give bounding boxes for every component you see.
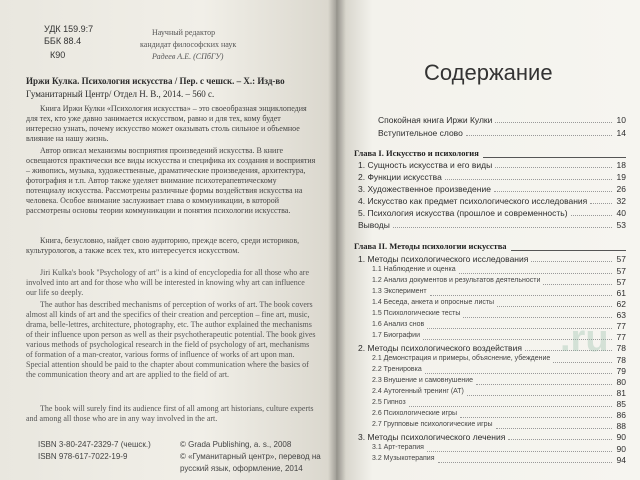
annotation-ru-3: Книга, безусловно, найдет свою аудиторию, прежде всего, среди историков, культурологов, а также всех тех, кто интересуется искусством. bbox=[26, 236, 300, 255]
toc-leader-dots bbox=[497, 299, 612, 307]
toc-entry-label: 2.2 Тренировка bbox=[372, 366, 422, 373]
annotation-en-3: The book will surely find its audience first of all among art historians, culture experts and among all those who are in any way involved in the art. bbox=[26, 404, 314, 423]
toc-entry-label: 3.1 Арт-терапия bbox=[372, 444, 424, 451]
chapter-rule bbox=[511, 250, 626, 251]
bibliographic-line-2: Гуманитарный Центр/ Отдел Н. В., 2014. – 560 с. bbox=[26, 89, 215, 99]
toc-entry-label: Вступительное слово bbox=[378, 128, 463, 138]
toc-entry bbox=[336, 208, 640, 219]
toc-entry-page: 61 bbox=[616, 288, 626, 298]
annotation-ru-2: Автор описал механизмы восприятия произведений искусства. В книге освещаются практически все виды искусства и специфика их создания и восприятия – живопись, музыка, художественные, драматические произведения, архитектура, фотография и т.п. Автор также уделяет внимание психотерапевтическому потенциалу искусства. Рассмотрены различные формы воздействия искусства на человека. Особое внимание заслуживает глава о коммуникации, в которой рассмотрены основы теории коммуникации и понятия психологии искусства. bbox=[26, 146, 316, 215]
copyright-line-1: © Grada Publishing, a. s., 2008 bbox=[180, 440, 292, 449]
toc-leader-dots bbox=[467, 388, 612, 396]
toc-entry bbox=[336, 432, 640, 443]
toc-entry-label: 1.6 Анализ снов bbox=[372, 321, 425, 328]
toc-entry bbox=[336, 277, 640, 288]
toc-entry bbox=[336, 220, 640, 231]
toc-entry-page: 90 bbox=[616, 444, 626, 454]
toc-entry-page: 63 bbox=[616, 310, 626, 320]
toc-entry-page: 14 bbox=[616, 128, 626, 138]
toc-title: Содержание bbox=[424, 60, 553, 85]
toc-leader-dots bbox=[425, 366, 612, 374]
chapter-rule bbox=[483, 157, 626, 158]
toc-entry bbox=[336, 455, 640, 466]
toc-entry-page: 10 bbox=[616, 115, 626, 125]
toc-entry bbox=[336, 444, 640, 455]
toc-entry bbox=[336, 115, 640, 126]
toc-leader-dots bbox=[393, 220, 612, 228]
toc-leader-dots bbox=[476, 377, 612, 385]
toc-leader-dots bbox=[438, 455, 612, 463]
toc-entry-label: 5. Психология искусства (прошлое и современность) bbox=[358, 208, 568, 218]
toc-entry-label: Выводы bbox=[358, 220, 390, 230]
toc-entry-label: 2.5 Гипноз bbox=[372, 399, 406, 406]
editor-line-1: Научный редактор bbox=[152, 28, 216, 37]
toc-entry-page: 18 bbox=[616, 160, 626, 170]
toc-entry-label: 1.7 Биографии bbox=[372, 332, 420, 339]
toc-leader-dots bbox=[459, 266, 612, 274]
toc-entry-label: 1.1 Наблюдение и оценка bbox=[372, 266, 456, 273]
toc-leader-dots bbox=[445, 172, 612, 180]
toc-entry bbox=[336, 388, 640, 399]
toc-entry-page: 19 bbox=[616, 172, 626, 182]
isbn-russian: ISBN 978-617-7022-19-9 bbox=[38, 452, 128, 461]
watermark: .ru bbox=[560, 318, 609, 360]
toc-entry-label: 3. Методы психологического лечения bbox=[358, 432, 506, 442]
toc-entry-page: 86 bbox=[616, 410, 626, 420]
toc-entry-page: 57 bbox=[616, 254, 626, 264]
toc-leader-dots bbox=[495, 115, 612, 123]
editor-line-2: кандидат философских наук bbox=[140, 40, 237, 49]
toc-entry bbox=[336, 399, 640, 410]
toc-leader-dots bbox=[543, 277, 612, 285]
toc-entry bbox=[336, 377, 640, 388]
toc-entry-label: 4. Искусство как предмет психологического исследования bbox=[358, 196, 588, 206]
toc-leader-dots bbox=[463, 310, 612, 318]
toc-entry bbox=[336, 366, 640, 377]
toc-leader-dots bbox=[531, 254, 612, 262]
copyright-line-2: © «Гуманитарный центр», перевод на bbox=[180, 452, 321, 461]
toc-entry-label: 2. Функции искусства bbox=[358, 172, 442, 182]
toc-entry-page: 90 bbox=[616, 432, 626, 442]
toc-entry bbox=[336, 184, 640, 195]
toc-entry-label: 1. Сущность искусства и его виды bbox=[358, 160, 493, 170]
toc-entry-label: 2.7 Групповые психологические игры bbox=[372, 421, 493, 428]
toc-entry-label: 1.3 Эксперимент bbox=[372, 288, 427, 295]
toc-entry-label: 2. Методы психологического воздействия bbox=[358, 343, 522, 353]
toc-entry-page: 79 bbox=[616, 366, 626, 376]
toc-entry bbox=[336, 299, 640, 310]
toc-entry-label: 3.2 Музыкотерапия bbox=[372, 455, 435, 462]
toc-leader-dots bbox=[494, 184, 612, 192]
toc-entry-label: 2.3 Внушение и самовнушение bbox=[372, 377, 474, 384]
toc-entry-label: 2.6 Психологические игры bbox=[372, 410, 458, 417]
toc-leader-dots bbox=[466, 128, 612, 136]
toc-entry bbox=[336, 410, 640, 421]
isbn-czech: ISBN 3-80-247-2329-7 (чешск.) bbox=[38, 440, 151, 449]
toc-entry bbox=[336, 254, 640, 265]
annotation-en-1: Jiri Kulka's book "Psychology of art" is a kind of encyclopedia for all those who are involved into art and for those who will be interested in knowing why art can influence our life so deeply. bbox=[26, 268, 310, 297]
toc-leader-dots bbox=[460, 410, 612, 418]
toc-entry-label: 3. Художественное произведение bbox=[358, 184, 491, 194]
toc-entry bbox=[336, 196, 640, 207]
toc-entry bbox=[336, 421, 640, 432]
chapter-heading: Глава I. Искусство и психология bbox=[354, 148, 479, 158]
toc-entry-label: Спокойная книга Иржи Кулки bbox=[378, 115, 493, 125]
toc-leader-dots bbox=[430, 288, 612, 296]
toc-entry-page: 62 bbox=[616, 299, 626, 309]
toc-entry-label: 2.1 Демонстрация и примеры, объяснение, убеждение bbox=[372, 355, 551, 362]
book-spine-shadow bbox=[328, 0, 346, 480]
toc-entry-label: 2.4 Аутогенный тренинг (АТ) bbox=[372, 388, 464, 395]
toc-entry bbox=[336, 288, 640, 299]
toc-leader-dots bbox=[495, 160, 612, 168]
toc-entry-label: 1.2 Анализ документов и результатов деятельности bbox=[372, 277, 541, 284]
toc-leader-dots bbox=[496, 421, 612, 429]
annotation-ru-1: Книга Иржи Кулки «Психология искусства» – это своеобразная энциклопедия для тех, кто уже давно занимается искусством, равно и для тех, кому будет интересно узнать, почему искусство может оказывать столь сильное и объемное влияние на нашу жизнь. bbox=[26, 104, 307, 143]
toc-entry-page: 53 bbox=[616, 220, 626, 230]
toc-entry-label: 1.5 Психологические тесты bbox=[372, 310, 461, 317]
bibliographic-line-1: Иржи Кулка. Психология искусства / Пер. с чешск. – Х.: Изд-во bbox=[26, 76, 285, 86]
toc-leader-dots bbox=[571, 208, 612, 216]
toc-entry bbox=[336, 172, 640, 183]
toc-entry-page: 78 bbox=[616, 343, 626, 353]
toc-entry-label: 1.4 Беседа, анкета и опросные листы bbox=[372, 299, 495, 306]
author-code: К90 bbox=[50, 50, 66, 60]
toc-entry-page: 85 bbox=[616, 399, 626, 409]
bbk-code: ББК 88.4 bbox=[44, 36, 82, 46]
right-page bbox=[336, 0, 640, 480]
chapter-heading: Глава II. Методы психологии искусства bbox=[354, 241, 507, 251]
toc-entry-page: 57 bbox=[616, 277, 626, 287]
toc-entry bbox=[336, 160, 640, 171]
copyright-line-3: русский язык, оформление, 2014 bbox=[180, 464, 303, 473]
toc-entry-label: 1. Методы психологического исследования bbox=[358, 254, 529, 264]
toc-entry-page: 80 bbox=[616, 377, 626, 387]
toc-entry-page: 78 bbox=[616, 355, 626, 365]
toc-entry bbox=[336, 128, 640, 139]
toc-entry-page: 32 bbox=[616, 196, 626, 206]
toc-entry-page: 77 bbox=[616, 332, 626, 342]
toc-entry-page: 88 bbox=[616, 421, 626, 431]
toc-leader-dots bbox=[409, 399, 612, 407]
toc-entry-page: 40 bbox=[616, 208, 626, 218]
toc-entry-page: 26 bbox=[616, 184, 626, 194]
toc-entry-page: 81 bbox=[616, 388, 626, 398]
toc-leader-dots bbox=[508, 432, 612, 440]
toc-leader-dots bbox=[427, 444, 612, 452]
toc-entry-page: 57 bbox=[616, 266, 626, 276]
toc-list bbox=[336, 0, 640, 480]
toc-leader-dots bbox=[590, 196, 612, 204]
udk-code: УДК 159.9:7 bbox=[44, 24, 94, 34]
editor-line-3: Радеев А.Е. (СПбГУ) bbox=[152, 52, 224, 61]
toc-entry-page: 94 bbox=[616, 455, 626, 465]
toc-entry bbox=[336, 266, 640, 277]
toc-entry-page: 77 bbox=[616, 321, 626, 331]
annotation-en-2: The author has described mechanisms of perception of works of art. The book covers almost all kinds of art and the specifics of their creation and perception – fine art, music, drama, belle-lettres, architecture, photography, etc. The author explained the mechanisms of their influence upon person as well as their psychotherapeutic potential. The book gives various methods of psychological research in the field of psychology of art, mechanisms of formation of a man-creator, various forms of influence of works of art upon man. Special attention should be paid to the chapter about communication where the basics of the communication theory and art are applied to the field of art. bbox=[26, 300, 316, 379]
